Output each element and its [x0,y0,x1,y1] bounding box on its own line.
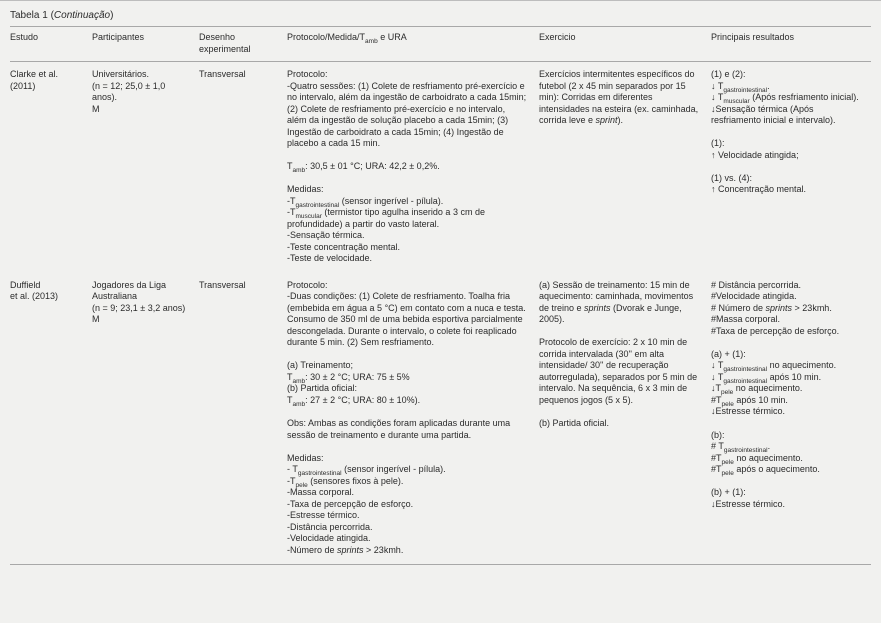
col-header-estudo: Estudo [10,27,92,62]
cell-exercicio: Exercícios intermitentes específicos do futebol (2 x 45 min separados por 15 min): Corridas em diferentes intensidades na esteira (ex. caminhada, corrida leve e sprint). [539,69,699,126]
cell-resultados: (1) e (2): ↓ $T_{gastrointestinal}$. ↓ $T_{muscular}$ (Após resfriamento inicial). ↓Sensação térmica (Após resfriamento inicial e intervalo). (1): ↑ Velocidade atingida; (1) vs. (4): ↑ Concentração mental. [711,69,859,195]
cell-estudo: Clarke et al. (2011) [10,69,59,91]
study-table [10,27,871,565]
table-row [10,273,871,565]
cell-participantes: Universitários. (n = 12; 25,0 ± 1,0 anos). M [92,69,166,114]
cell-participantes: Jogadores da Liga Australiana (n = 9; 23,1 ± 3,2 anos) M [92,279,186,325]
cell-protocolo: Protocolo: -Duas condições: (1) Colete de resfriamento. Toalha fria (embebida em água a 5 °C) em contato com a nuca e testa. Consumo de 350 ml de uma bebida esportiva parcialmente descongelada. Durante o intervalo, o colete foi reaplicado durante 5 min. (2) Sem resfriamento. (a) Treinamento; $T_{amb}$: 30 ± 2 °C; URA: 75 ± 5% (b) Partida oficial: $T_{amb}$: 27 ± 2 °C; URA: 80 ± 10%). Obs: Ambas as condições foram aplicadas durante uma sessão de treinamento e durante uma partida. Medidas: - $T_{gastrointestinal}$ (sensor ingerível - pílula). $-T_{pele}$ (sensores fixos à pele). -Massa corporal. -Taxa de percepção de esforço. -Estresse térmico. -Distância percorrida. -Velocidade atingida. -Número de sprints > 23kmh. [287,279,526,555]
cell-protocolo: Protocolo: -Quatro sessões: (1) Colete de resfriamento pré-exercício e no intervalo, além da ingestão de carboidrato a cada 15min; (2) Colete de resfriamento pré-exercício e no intervalo, além da ingestão de solução placebo a cada 15min; (3) Ingestão de carboidrato a cada 15min; (4) Ingestão de placebo a cada 15 min. $T_{amb}$: 30,5 ± 01 °C; URA: 42,2 ± 0,2%. Medidas: $-T_{gastrointestinal}$ (sensor ingerível - pílula). $-T_{muscular}$ (termistor tipo agulha inserido a 3 cm de profundidade) a partir do vasto lateral. -Sensação térmica. -Teste concentração mental. -Teste de velocidade. [287,69,527,264]
col-header-desenho-experimental: Desenho experimental [199,27,287,62]
col-header-principais-resultados: Principais resultados [711,27,871,62]
cell-resultados: # Distância percorrida. #Velocidade atingida. # Número de sprints > 23kmh. #Massa corporal. #Taxa de percepção de esforço. (a) + (1): ↓ $T_{gastrointestinal}$ no aquecimento. ↓ $T_{gastrointestinal}$ após 10 min. $↓T_{pele}$ no aquecimento. $\#T_{pele}$ após 10 min. ↓Estresse térmico. (b): # $T_{gastrointestinal}$. $\#T_{pele}$ no aquecimento. $\#T_{pele}$ após o aquecimento. (b) + (1): ↓Estresse térmico. [711,279,840,509]
header-row [10,27,871,62]
cell-exercicio: (a) Sessão de treinamento: 15 min de aquecimento: caminhada, movimentos de treino e sprints (Dvorak e Junge, 2005). Protocolo de exercício: 2 x 10 min de corrida intervalada (30'' em alta intensidade/ 30'' de recuperação autorregulada), separados por 5 min de intervalo. Na sequência, 6 x 3 min de pequenos jogos (5 x 5). (b) Partida oficial. [539,279,698,428]
cell-estudo: Duffield et al. (2013) [10,279,59,302]
table-caption: Tabela 1 (Continuação) [10,5,871,27]
col-header-participantes: Participantes [92,27,199,62]
cell-desenho: Transversal [199,69,246,80]
col-header-protocolo: Protocolo/$Medida/T_{amb}$ e URA [287,27,539,62]
cell-desenho: Transversal [199,279,246,290]
table-row [10,62,871,273]
col-header-exercicio: Exercicio [539,27,711,62]
